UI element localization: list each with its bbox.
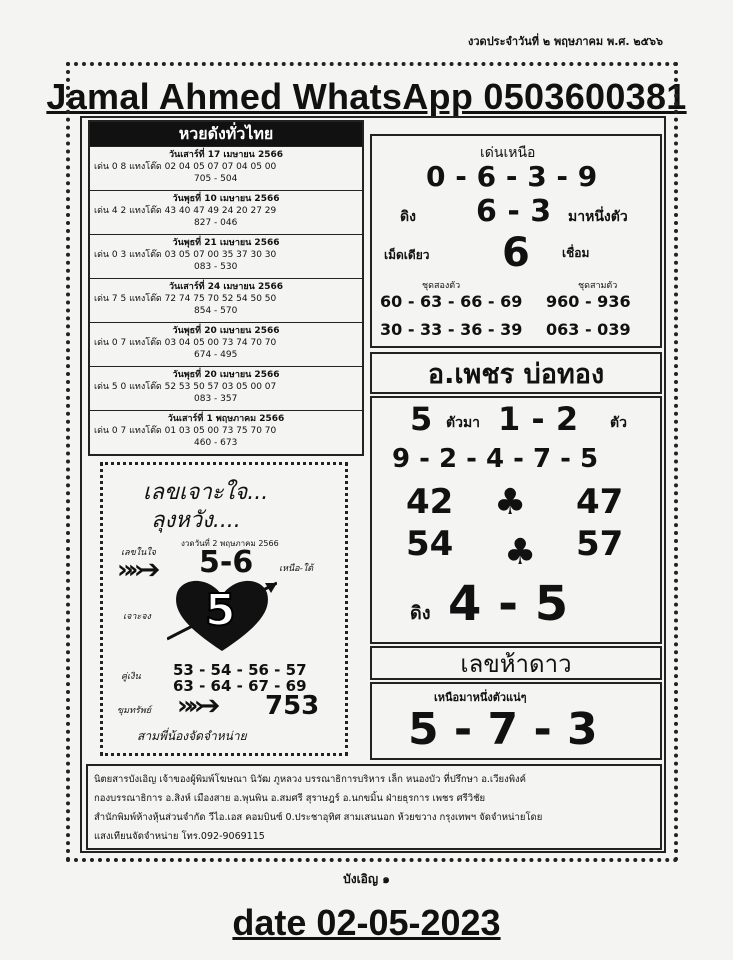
lead-pair: 1 - 2 <box>498 400 579 438</box>
row-sub: 705 - 504 <box>194 174 238 184</box>
north-one-label: เหนือมาหนึ่งตัวแน่ๆ <box>434 691 527 704</box>
row-sub: 083 - 357 <box>194 394 238 404</box>
row-main: เด่น 0 8 แทงโต๊ด 02 04 05 07 07 04 05 00 <box>94 162 277 172</box>
row-date: วันพุธที่ 10 เมษายน 2566 <box>172 194 280 204</box>
row-main: เด่น 0 7 แทงโต๊ด 01 03 05 00 73 75 70 70 <box>94 426 277 436</box>
promo-box <box>100 462 348 756</box>
footer-line4: แสงเทียนจัดจำหน่าย โทร.092-9069115 <box>94 831 265 842</box>
promo-title <box>143 479 268 535</box>
ding-label-2: ดิง <box>410 603 431 624</box>
promo-pairs-line1: 53 - 54 - 56 - 57 <box>173 661 307 679</box>
sequence-numbers: 9 - 2 - 4 - 7 - 5 <box>392 444 599 474</box>
footer-line2: กองบรรณาธิการ อ.สิงห์ เมืองสาย อ.พุนพิน อ.สมศรี สุราษฎร์ อ.นกขมิ้น ฝ่ายธุรการ เพชร ศรีวิชัย <box>94 793 486 804</box>
bottom-date: date 02-05-2023 <box>232 902 501 943</box>
pair-row2-left: 54 <box>406 524 454 564</box>
promo-date: งวดวันที่ 2 พฤษภาคม 2566 <box>181 539 279 548</box>
ding-numbers: 6 - 3 <box>476 194 552 229</box>
row-date: วันเสาร์ที่ 17 เมษายน 2566 <box>169 150 283 160</box>
footer-line3: สำนักพิมพ์ห้างหุ้นส่วนจำกัด วีไอ.เอส คอมบินซ์ 0.ประชาอุทิศ สามเสนนอก ห้วยขวาง กรุงเทพฯ จัดจำหน่ายโดย <box>94 812 543 823</box>
table-row <box>90 146 362 190</box>
row-main: เด่น 0 7 แทงโต๊ด 03 04 05 00 73 74 70 70 <box>94 338 277 348</box>
table-title: หวยดังทั่วไทย <box>90 122 362 146</box>
pair-row2-right: 57 <box>576 524 624 564</box>
table-row <box>90 278 362 322</box>
row-date: วันพุธที่ 20 เมษายน 2566 <box>172 370 280 380</box>
club-icon: ♣ <box>494 482 527 523</box>
promo-footer: สามพี่น้องจัดจำหน่าย <box>137 729 247 743</box>
row-sub: 854 - 570 <box>194 306 238 316</box>
row-sub: 460 - 673 <box>194 438 238 448</box>
three-digit-line1: 960 - 936 <box>546 292 631 311</box>
row-main: เด่น 7 5 แทงโต๊ด 72 74 75 70 52 54 50 50 <box>94 294 277 304</box>
top-date: งวดประจำวันที่ ๒ พฤษภาคม พ.ศ. ๒๕๖๖ <box>468 35 663 48</box>
row-main: เด่น 5 0 แทงโต๊ด 52 53 50 57 03 05 00 07 <box>94 382 277 392</box>
row-sub: 827 - 046 <box>194 218 238 228</box>
author-title: อ.เพชร บ่อทอง <box>370 352 662 394</box>
single-suffix: เชื่อม <box>562 246 590 260</box>
lead-number: 5 <box>410 400 433 438</box>
triple-arrow-icon: »»➔ <box>177 691 215 721</box>
row-date: วันพุธที่ 20 เมษายน 2566 <box>172 326 280 336</box>
north-box <box>370 134 662 348</box>
table-row <box>90 234 362 278</box>
two-digit-line1: 60 - 63 - 66 - 69 <box>380 292 523 311</box>
north-one-box <box>370 682 662 760</box>
results-table <box>88 120 364 456</box>
triple-arrow-icon: »»➔ <box>117 555 155 585</box>
author-box <box>370 396 662 644</box>
two-digit-label: ชุดสองตัว <box>422 281 461 291</box>
ding-label: ดิง <box>400 209 416 225</box>
row-main: เด่น 0 3 แทงโต๊ด 03 05 07 00 35 37 30 30 <box>94 250 277 260</box>
pair-row1-right: 47 <box>576 482 624 522</box>
table-row <box>90 322 362 366</box>
row-sub: 083 - 530 <box>194 262 238 272</box>
page-number: บังเอิญ ๑ <box>343 872 390 886</box>
promo-big-pair: 5-6 <box>199 545 254 580</box>
lead-label: ตัวมา <box>446 415 481 431</box>
north-numbers: 0 - 6 - 3 - 9 <box>426 160 598 193</box>
single-number: 6 <box>502 230 530 276</box>
heart-number: 5 <box>205 585 236 636</box>
three-digit-label: ชุดสามตัว <box>578 281 618 291</box>
two-digit-line2: 30 - 33 - 36 - 39 <box>380 320 523 339</box>
promo-pairs-line2: 63 - 64 - 67 - 69 <box>173 677 307 695</box>
lead-suffix: ตัว <box>610 415 627 431</box>
single-label: เม็ดเดียว <box>384 248 430 262</box>
ding-big: 4 - 5 <box>448 576 569 632</box>
contact-banner: Jamal Ahmed WhatsApp 0503600381 <box>46 76 687 117</box>
row-main: เด่น 4 2 แทงโต๊ด 43 40 47 49 24 20 27 29 <box>94 206 277 216</box>
promo-label-mid: เจาะจง <box>123 612 151 622</box>
row-sub: 674 - 495 <box>194 350 238 360</box>
table-row <box>90 366 362 410</box>
north-title: เด่นเหนือ <box>480 145 536 161</box>
row-date: วันพุธที่ 21 เมษายน 2566 <box>172 238 280 248</box>
row-date: วันเสาร์ที่ 1 พฤษภาคม 2566 <box>167 414 285 424</box>
promo-label-pairs: คู่เงิน <box>121 672 141 682</box>
table-row <box>90 190 362 234</box>
north-one-numbers: 5 - 7 - 3 <box>408 704 598 755</box>
three-digit-line2: 063 - 039 <box>546 320 631 339</box>
pair-row1-left: 42 <box>406 482 454 522</box>
publisher-footer <box>86 764 662 850</box>
promo-big-pair-note: เหนือ-ใต้ <box>279 564 314 574</box>
promo-label-treasure: ขุมทรัพย์ <box>117 706 152 716</box>
promo-title-line2: ลุงหวัง.... <box>151 508 241 533</box>
table-row <box>90 410 362 454</box>
row-date: วันเสาร์ที่ 24 เมษายน 2566 <box>169 282 283 292</box>
footer-line1: นิตยสารบังเอิญ เจ้าของผู้พิมพ์โฆษณา นิวัฒ ภูหลวง บรรณาธิการบริหาร เล็ก หนองบัว ที่ปรึกษา อ.เวียงพิงค์ <box>94 774 526 785</box>
five-star-title: เลขห้าดาว <box>370 646 662 680</box>
promo-label-top: เลขในใจ <box>121 548 156 558</box>
promo-treasure: 753 <box>265 691 320 721</box>
promo-title-line1: เลขเจาะใจ... <box>143 480 269 505</box>
club-icon: ♣ <box>504 532 537 573</box>
ding-suffix: มาหนึ่งตัว <box>568 209 628 225</box>
